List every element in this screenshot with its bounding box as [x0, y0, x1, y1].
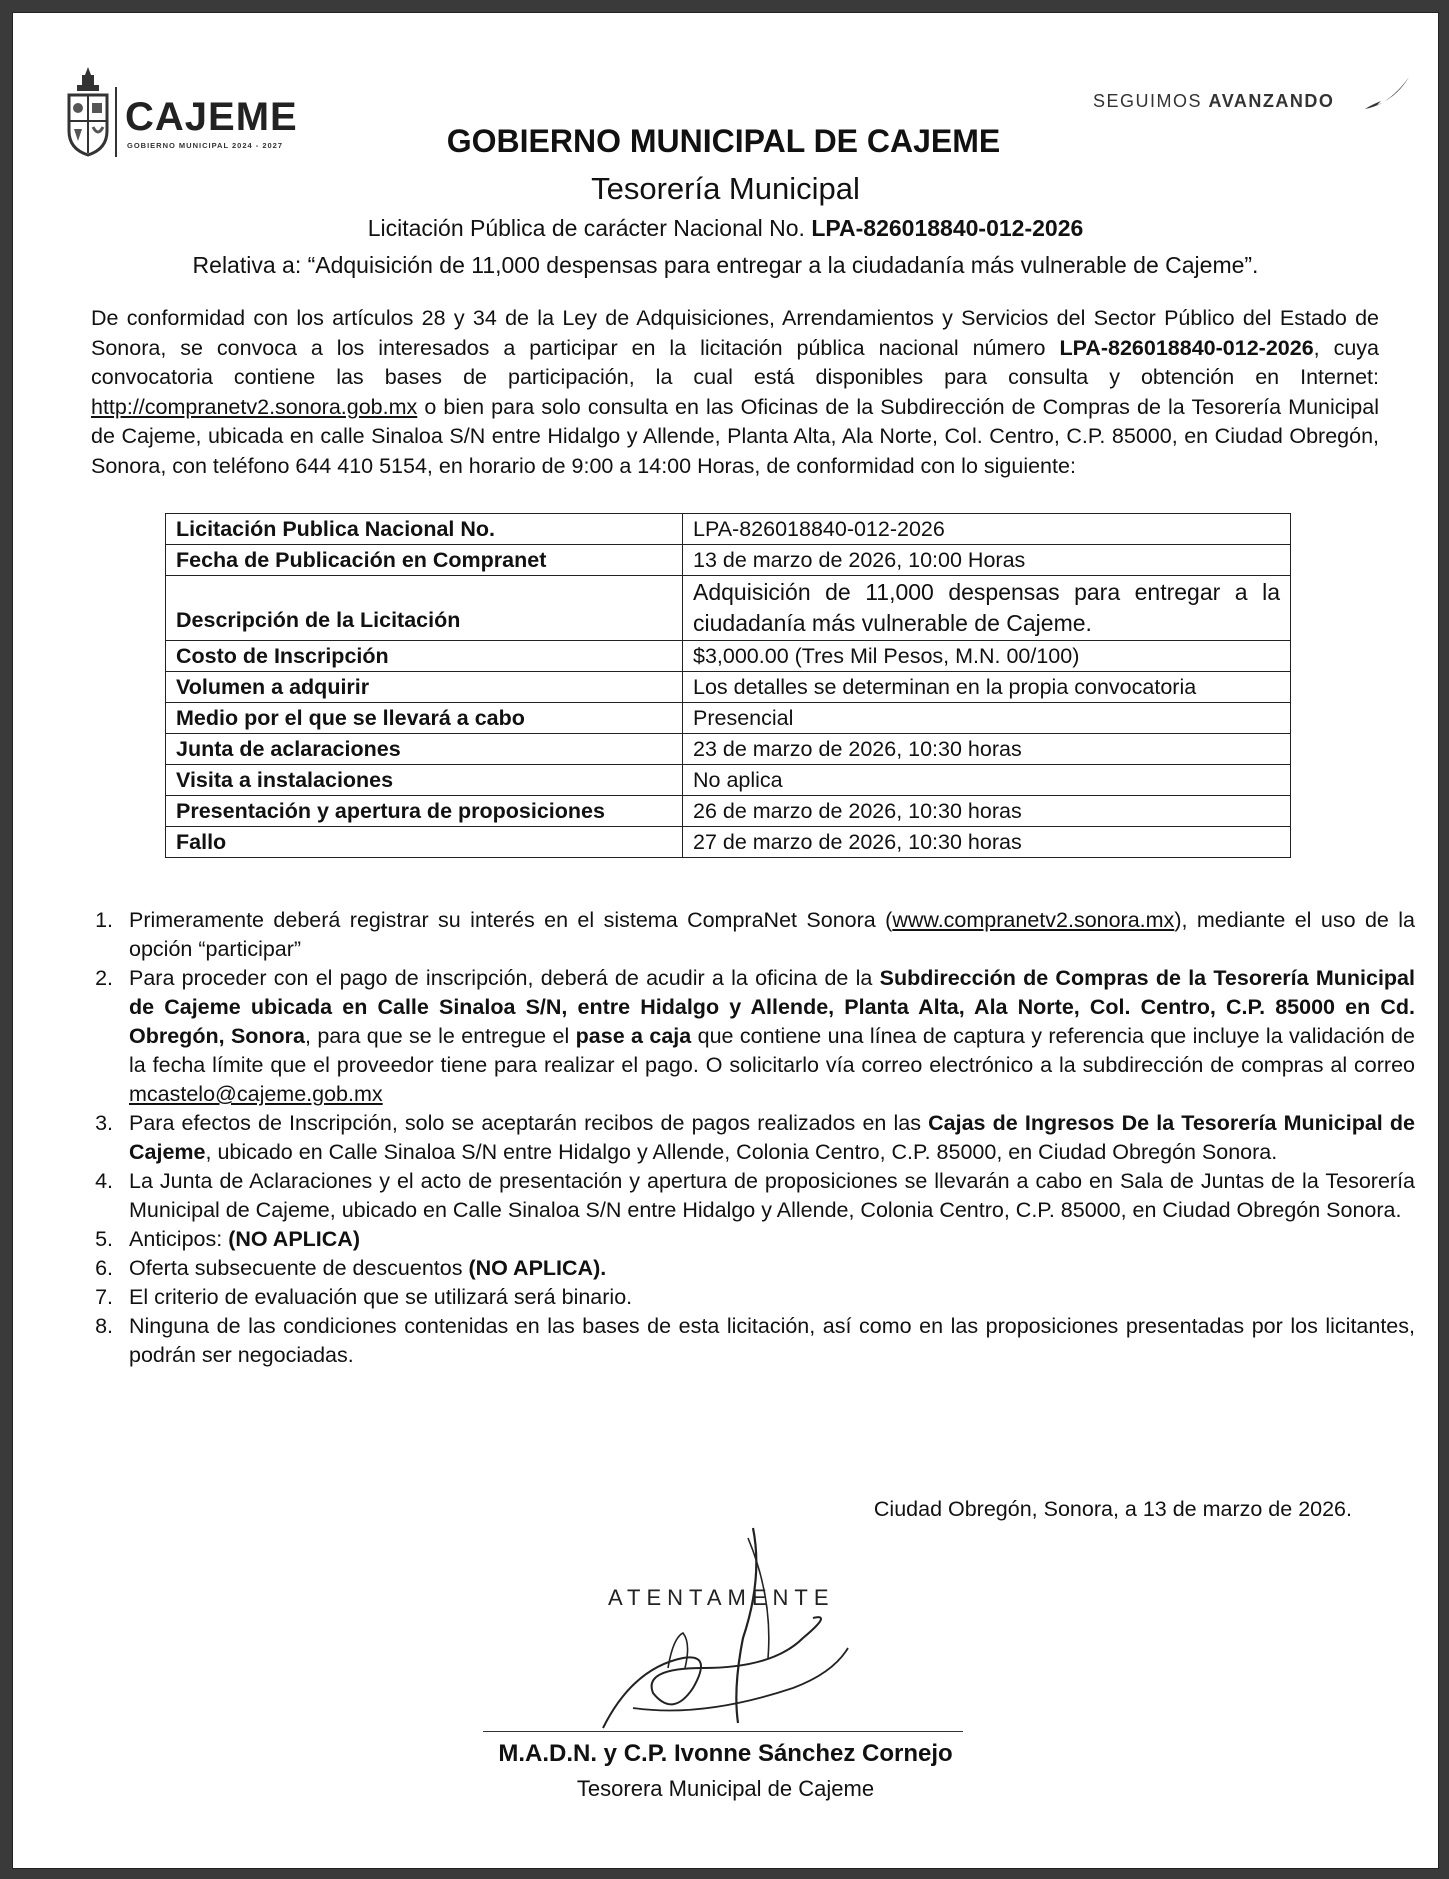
list-item: 5. Anticipos: (NO APLICA) — [119, 1225, 1415, 1254]
document-title: GOBIERNO MUNICIPAL DE CAJEME — [446, 123, 1001, 159]
slogan — [1093, 91, 1334, 112]
table-row: Junta de aclaraciones 23 de marzo de 2026, 10:30 horas — [166, 734, 1291, 765]
list-item: 1. Primeramente deberá registrar su interés en el sistema CompraNet Sonora (www.compranetv2.sonora.mx), mediante el uso de la opción “participar” — [119, 906, 1415, 964]
list-item: 2. Para proceder con el pago de inscripción, deberá de acudir a la oficina de la Subdirección de Compras de la Tesorería Municipal de Cajeme ubicada en Calle Sinaloa S/N, entre Hidalgo y Allende, Planta Alta, Ala Norte, Col. Centro, C.P. 85000 en Cd. Obregón, Sonora, para que se le entregue el pase a caja que contiene una línea de captura y referencia que incluye la validación de la fecha límite que el proveedor tiene para realizar el pago. O solicitarlo vía correo electrónico a la subdirección de compras al correo mcastelo@cajeme.gob.mx — [119, 964, 1415, 1109]
signer-title: Tesorera Municipal de Cajeme — [576, 1776, 875, 1801]
table-row: Fallo 27 de marzo de 2026, 10:30 horas — [166, 827, 1291, 858]
slogan-part2: AVANZANDO — [1208, 91, 1335, 111]
document-page — [12, 12, 1439, 1869]
salutation: ATENTAMENTE — [608, 1585, 835, 1610]
list-item: 7. El criterio de evaluación que se utilizará será binario. — [119, 1283, 1415, 1312]
list-item: 8. Ninguna de las condiciones contenidas en las bases de esta licitación, así como en las proposiciones presentadas por los licitantes, podrán ser negociadas. — [119, 1312, 1415, 1370]
table-row: Costo de Inscripción $3,000.00 (Tres Mil Pesos, M.N. 00/100) — [166, 641, 1291, 672]
compranet-link[interactable]: http://compranetv2.sonora.gob.mx — [91, 394, 418, 419]
signer-name: M.A.D.N. y C.P. Ivonne Sánchez Cornejo — [498, 1740, 953, 1767]
list-item: 3. Para efectos de Inscripción, solo se aceptarán recibos de pagos realizados en las Cajas de Ingresos De la Tesorería Municipal de Cajeme, ubicado en Calle Sinaloa S/N entre Hidalgo y Allende, Colonia Centro, C.P. 85000, en Ciudad Obregón Sonora. — [119, 1109, 1415, 1167]
logo-name: CAJEME — [125, 95, 298, 139]
slogan-part1: SEGUIMOS — [1093, 91, 1203, 111]
conditions-list — [83, 906, 1415, 1370]
tender-heading: Licitación Pública de carácter Nacional No. LPA-826018840-012-2026 — [367, 215, 1084, 241]
list-item: 6. Oferta subsecuente de descuentos (NO APLICA). — [119, 1254, 1415, 1283]
email-link[interactable]: mcastelo@cajeme.gob.mx — [129, 1082, 383, 1106]
table-row: Fecha de Publicación en Compranet 13 de marzo de 2026, 10:00 Horas — [166, 545, 1291, 576]
signature-line — [483, 1731, 963, 1732]
intro-paragraph: De conformidad con los artículos 28 y 34 de la Ley de Adquisiciones, Arrendamientos y Servicios del Sector Público del Estado de Sonora, se convoca a los interesados a participar en la licitación pública nacional número LPA-826018840-012-2026, cuya convocatoria contiene las bases de participación, la cual está disponibles para consulta y obtención en Internet: http://compranetv2.sonora.gob.mx o bien para solo consulta en las Oficinas de la Subdirección de Compras de la Tesorería Municipal de Cajeme, ubicada en calle Sinaloa S/N entre Hidalgo y Allende, Planta Alta, Ala Norte, Col. Centro, C.P. 85000, en Ciudad Obregón, Sonora, con teléfono 644 410 5154, en horario de 9:00 a 14:00 Horas, de conformidad con lo siguiente: — [91, 306, 1379, 478]
table-row: Descripción de la Licitación Adquisición de 11,000 despensas para entregar a la ciudadanía más vulnerable de Cajeme. — [166, 576, 1291, 641]
tender-details-table — [165, 513, 1291, 858]
table-row: Medio por el que se llevará a cabo Presencial — [166, 703, 1291, 734]
document-date: Ciudad Obregón, Sonora, a 13 de marzo de 2026. — [873, 1497, 1352, 1521]
table-row: Volumen a adquirir Los detalles se determinan en la propia convocatoria — [166, 672, 1291, 703]
tender-subject: Relativa a: “Adquisición de 11,000 despensas para entregar a la ciudadanía más vulnerable de Cajeme”. — [192, 252, 1259, 278]
table-row: Presentación y apertura de proposiciones 26 de marzo de 2026, 10:30 horas — [166, 796, 1291, 827]
logo-subtitle: GOBIERNO MUNICIPAL 2024 - 2027 — [127, 141, 284, 150]
list-item: 4. La Junta de Aclaraciones y el acto de presentación y apertura de proposiciones se llevarán a cabo en Sala de Juntas de la Tesorería Municipal de Cajeme, ubicado en Calle Sinaloa S/N entre Hidalgo y Allende, Colonia Centro, C.P. 85000, en Ciudad Obregón Sonora. — [119, 1167, 1415, 1225]
department-name: Tesorería Municipal — [591, 171, 860, 206]
signature-scribble — [573, 1518, 873, 1738]
table-row: Visita a instalaciones No aplica — [166, 765, 1291, 796]
arrow-swoosh-icon — [1363, 75, 1413, 115]
table-row: Licitación Publica Nacional No. LPA-826018840-012-2026 — [166, 514, 1291, 545]
compranet-sonora-link[interactable]: www.compranetv2.sonora.mx — [892, 908, 1175, 932]
